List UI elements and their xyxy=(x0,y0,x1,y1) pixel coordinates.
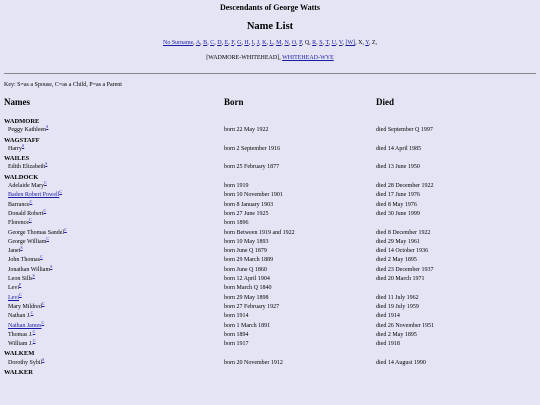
person-name-cell xyxy=(8,312,33,321)
born-cell: born 27 February 1927 xyxy=(224,303,280,310)
letter-link-d[interactable]: D xyxy=(217,40,222,46)
born-cell: born June Q 1860 xyxy=(224,266,267,273)
person-name: George Thomas Sandel xyxy=(8,229,65,236)
person-row xyxy=(0,163,540,172)
died-cell: died 14 October 1936 xyxy=(376,248,429,255)
surname-label: WAGSTAFF xyxy=(4,136,40,144)
next-range-link[interactable]: WHITEHEAD-WYE xyxy=(282,55,334,61)
person-row xyxy=(0,319,540,331)
born-cell: born March Q 1840 xyxy=(224,285,272,292)
born-cell: born 25 February 1877 xyxy=(224,164,280,171)
role-link[interactable]: C xyxy=(40,254,43,260)
person-name-cell xyxy=(8,340,35,349)
born-cell: born 1896 xyxy=(224,220,249,227)
role-link[interactable]: C xyxy=(41,319,45,325)
person-name-cell xyxy=(8,182,47,191)
died-cell: died 13 June 1950 xyxy=(376,164,420,171)
born-cell: born 1894 xyxy=(224,331,249,338)
letter-link-r[interactable]: R xyxy=(312,40,317,46)
died-cell: died 11 July 1962 xyxy=(376,294,419,301)
person-row xyxy=(0,263,540,275)
died-cell: died 20 March 1971 xyxy=(376,276,425,283)
born-cell: born 8 January 1903 xyxy=(224,201,274,208)
person-name: Adelaide Mary xyxy=(8,183,45,190)
letter-link-q: Q xyxy=(304,40,310,46)
person-name-cell xyxy=(8,191,62,200)
current-range: [WADMORE-WHITEHEAD] xyxy=(206,55,280,61)
person-row xyxy=(0,207,540,219)
letter-link-t[interactable]: T xyxy=(325,40,329,46)
died-cell: died 29 May 1961 xyxy=(376,238,420,245)
person-name[interactable]: Levi xyxy=(8,294,19,301)
letter-links: A, B, C, D, E, F, G, H, I, J, K, L, M, N, O, P, Q, R, S, T, U, V, [W], X, Y, Z, xyxy=(195,40,378,46)
surname-label: WALDOCK xyxy=(4,173,39,181)
person-row xyxy=(0,182,540,191)
surname-label: WADMORE xyxy=(4,118,40,125)
role-link[interactable]: C xyxy=(64,226,67,232)
born-cell: born 22 May 1922 xyxy=(224,127,269,134)
person-row xyxy=(0,284,540,293)
person-name: Mary Mildred xyxy=(8,303,42,310)
person-name: Dorothy Sybil xyxy=(8,359,43,366)
person-name: George William xyxy=(8,238,47,245)
born-cell: born 20 November 1912 xyxy=(224,359,283,366)
letter-link-m[interactable]: M xyxy=(276,40,282,46)
surname-label: WALKEM xyxy=(4,350,35,358)
role-link[interactable]: C xyxy=(46,235,50,241)
role-link[interactable]: C xyxy=(30,310,34,316)
born-cell: born 2 September 1916 xyxy=(224,145,281,152)
person-name-cell xyxy=(8,356,45,368)
person-name: Edith Elizabeth xyxy=(8,164,46,171)
person-row xyxy=(0,247,540,256)
role-link[interactable]: C xyxy=(29,217,32,223)
letter-link-w[interactable]: [W] xyxy=(345,40,356,46)
role-link[interactable]: S xyxy=(20,245,23,251)
person-row xyxy=(0,356,540,368)
died-cell: died 8 May 1976 xyxy=(376,201,417,208)
person-row xyxy=(0,198,540,210)
person-name-cell xyxy=(8,291,22,303)
person-row xyxy=(0,191,540,200)
role-link[interactable]: S xyxy=(50,263,53,269)
born-cell: born 1914 xyxy=(224,313,249,320)
person-name-cell xyxy=(8,219,32,228)
letter-link-i[interactable]: I xyxy=(251,40,254,46)
role-link[interactable]: S xyxy=(32,273,35,279)
letter-link-j[interactable]: J xyxy=(256,40,260,46)
person-row xyxy=(0,340,540,349)
died-cell: died 30 June 1999 xyxy=(376,210,420,217)
died-cell: died 8 December 1922 xyxy=(376,229,431,236)
died-cell: died 28 December 1922 xyxy=(376,183,434,190)
died-cell: died 1914 xyxy=(376,313,400,320)
letter-link-l[interactable]: L xyxy=(269,40,274,46)
person-name-cell xyxy=(8,328,36,340)
surname-heading xyxy=(0,154,540,163)
person-name-cell xyxy=(8,126,48,135)
person-row xyxy=(0,291,540,303)
person-name-cell xyxy=(8,226,67,238)
person-row xyxy=(0,126,540,135)
surname-letter-nav: No Surname, A, B, C, D, E, F, G, H, I, J, K, L, M, N, O, P, Q, R, S, T, U, V, [W], X, Y, Z, xyxy=(162,40,378,46)
person-name-cell xyxy=(8,247,23,256)
person-name: Florence xyxy=(8,220,29,227)
born-cell: born 1919 xyxy=(224,183,249,190)
died-cell: died 14 August 1990 xyxy=(376,359,426,366)
role-link[interactable]: C xyxy=(43,207,47,213)
letter-link-f[interactable]: F xyxy=(231,40,235,46)
role-link[interactable]: P xyxy=(19,282,22,288)
letter-link-s[interactable]: S xyxy=(319,40,323,46)
role-link[interactable]: C xyxy=(44,180,47,186)
person-row xyxy=(0,300,540,312)
role-link[interactable]: S xyxy=(45,161,48,167)
person-name-cell xyxy=(8,163,47,172)
person-name-cell xyxy=(8,300,45,312)
person-name-cell xyxy=(8,207,47,219)
letter-link-g[interactable]: G xyxy=(237,40,242,46)
person-row xyxy=(0,142,540,154)
column-header-born: Born xyxy=(224,97,244,107)
role-link[interactable]: S xyxy=(42,356,45,362)
died-cell: died 14 April 1985 xyxy=(376,145,422,152)
born-cell: born 10 November 1901 xyxy=(224,192,283,199)
surname-heading xyxy=(0,368,540,377)
person-name: Nathan J. xyxy=(8,313,31,320)
person-name[interactable]: Baden Robert Powell xyxy=(8,192,60,199)
letter-link-a[interactable]: A xyxy=(195,40,201,46)
column-header-names: Names xyxy=(4,97,30,107)
site-title: Descendants of George Watts xyxy=(219,3,321,12)
born-cell: born 10 May 1893 xyxy=(224,238,269,245)
died-cell: died 19 July 1959 xyxy=(376,303,419,310)
surname-range-nav: [WADMORE-WHITEHEAD], WHITEHEAD-WYE xyxy=(206,55,334,61)
letter-link-z: Z xyxy=(371,40,376,46)
person-name-cell xyxy=(8,198,33,210)
person-name: William J. xyxy=(8,341,33,348)
person-name: John Thomas xyxy=(8,257,41,264)
letter-link-c[interactable]: C xyxy=(210,40,215,46)
person-row xyxy=(0,275,540,284)
page-title: Name List xyxy=(246,21,294,32)
person-row xyxy=(0,226,540,238)
died-cell: died 17 June 1976 xyxy=(376,192,420,199)
surname-label: WAILES xyxy=(4,155,30,163)
person-name: Donald Robert xyxy=(8,210,44,217)
surname-heading xyxy=(0,173,540,182)
letter-link-b[interactable]: B xyxy=(203,40,208,46)
nav-link-no-surname[interactable]: No Surname xyxy=(162,40,194,46)
died-cell: died 2 May 1895 xyxy=(376,257,417,264)
died-cell: died 26 November 1951 xyxy=(376,322,435,329)
surname-label: WALKER xyxy=(4,369,33,377)
person-row xyxy=(0,235,540,247)
letter-link-n[interactable]: N xyxy=(284,40,289,46)
surname-heading xyxy=(0,117,540,126)
born-cell: born Between 1919 and 1922 xyxy=(224,229,295,236)
role-link[interactable]: C xyxy=(41,300,45,306)
role-link[interactable]: C xyxy=(32,328,36,334)
person-name-cell xyxy=(8,319,45,331)
role-link[interactable]: C xyxy=(59,189,62,195)
surname-heading xyxy=(0,136,540,145)
letter-link-x: X xyxy=(358,40,363,46)
person-name: Janet xyxy=(8,248,21,255)
letter-link-u[interactable]: U xyxy=(331,40,337,46)
letter-link-o[interactable]: O xyxy=(291,40,297,46)
born-cell: born June Q 1879 xyxy=(224,248,267,255)
person-name: Levi xyxy=(8,285,19,292)
divider xyxy=(4,73,536,74)
role-link[interactable]: C xyxy=(19,291,22,297)
surname-heading xyxy=(0,349,540,358)
person-name: Harry xyxy=(8,145,22,152)
born-cell: born 29 May 1898 xyxy=(224,294,269,301)
person-name: Peggy Kathleen xyxy=(8,127,47,134)
born-cell: born 29 March 1889 xyxy=(224,257,274,264)
person-name-cell xyxy=(8,142,25,154)
person-row xyxy=(0,328,540,340)
person-row xyxy=(0,219,540,228)
born-cell: born 12 April 1904 xyxy=(224,276,270,283)
person-row xyxy=(0,312,540,321)
born-cell: born 1 March 1891 xyxy=(224,322,271,329)
person-name: Leon Sills xyxy=(8,276,33,283)
person-name-cell xyxy=(8,235,50,247)
person-name-cell xyxy=(8,256,43,265)
letter-link-v[interactable]: V xyxy=(338,40,343,46)
died-cell: died 1918 xyxy=(376,341,400,348)
person-name-cell xyxy=(8,263,53,275)
born-cell: born 1917 xyxy=(224,341,249,348)
role-link[interactable]: S xyxy=(22,142,25,148)
name-list xyxy=(0,117,540,377)
role-link[interactable]: C xyxy=(32,338,36,344)
person-name[interactable]: Nathan James xyxy=(8,322,42,329)
person-row xyxy=(0,256,540,265)
letter-link-e[interactable]: E xyxy=(224,40,229,46)
born-cell: born 27 June 1925 xyxy=(224,210,269,217)
letter-link-y[interactable]: Y xyxy=(365,40,369,46)
person-name: Jonathan William xyxy=(8,266,51,273)
role-link[interactable]: S xyxy=(46,124,49,130)
died-cell: died 2 May 1895 xyxy=(376,331,417,338)
died-cell: died 23 December 1937 xyxy=(376,266,434,273)
person-name: Barrance xyxy=(8,201,30,208)
person-name-cell xyxy=(8,275,35,284)
died-cell: died September Q 1997 xyxy=(376,127,433,134)
role-link[interactable]: C xyxy=(29,198,33,204)
key-legend: Key: S=as a Spouse, C=as a Child, P=as a Parent xyxy=(4,82,122,88)
letter-link-p[interactable]: P xyxy=(299,40,302,46)
person-name: Thomas J. xyxy=(8,331,33,338)
column-header-died: Died xyxy=(376,97,394,107)
letter-link-h[interactable]: H xyxy=(244,40,249,46)
letter-link-k[interactable]: K xyxy=(262,40,267,46)
